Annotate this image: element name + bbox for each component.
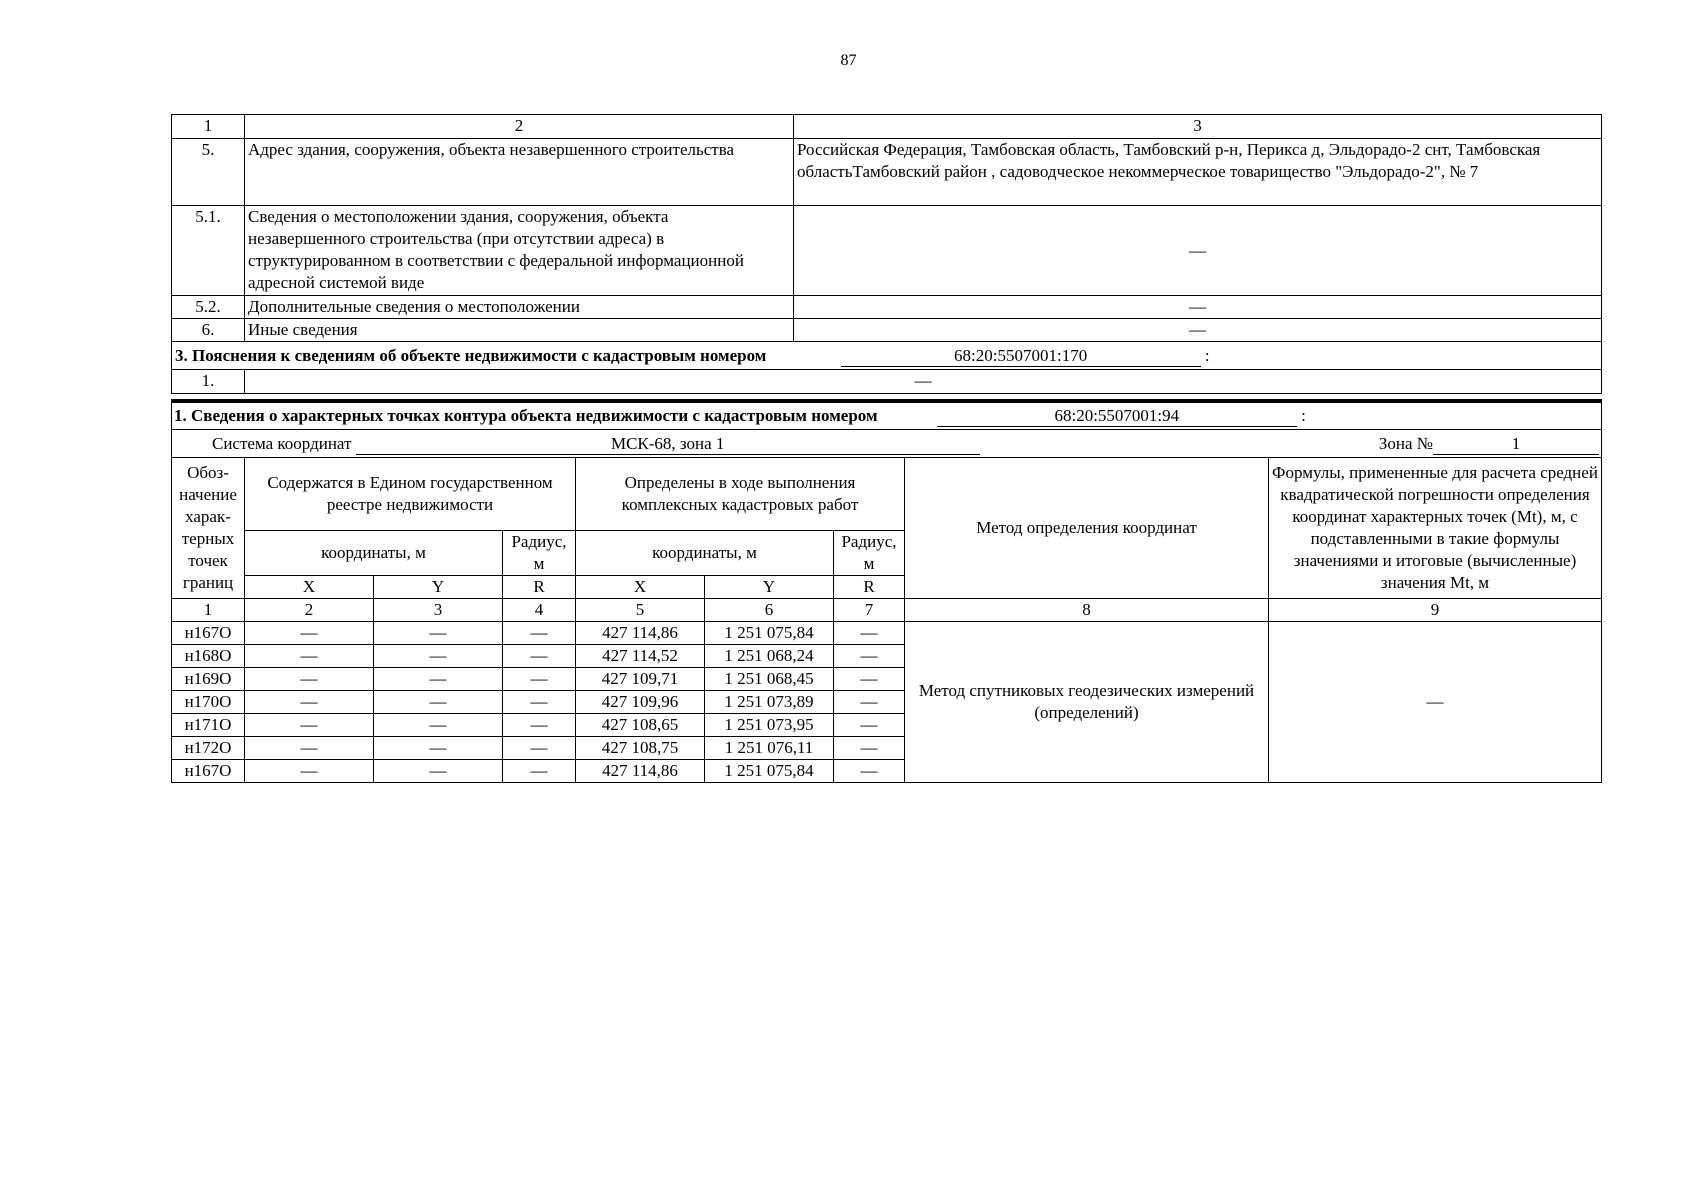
header-y-egrn: Y (374, 576, 503, 599)
coord-system-value: МСК-68, зона 1 (356, 434, 980, 455)
header-y-kkr: Y (705, 576, 834, 599)
row-value-other: — (794, 319, 1602, 342)
kkr-x: 427 114,86 (576, 622, 705, 645)
header-col-1: 1 (172, 115, 245, 139)
kkr-x: 427 114,52 (576, 645, 705, 668)
egrn-y: — (374, 737, 503, 760)
kkr-y: 1 251 068,45 (705, 668, 834, 691)
row-label-address: Адрес здания, сооружения, объекта незавершенного строительства (245, 139, 794, 206)
egrn-r: — (503, 645, 576, 668)
egrn-y: — (374, 668, 503, 691)
point-id: н167О (172, 760, 245, 783)
header-formula: Формулы, примененные для расчета средней квадратической погрешности определения координат характерных точек (Mt), м, с подставленными в такие формулы значениями и итоговые (вычисленные) значения Mt, м (1269, 458, 1602, 599)
egrn-r: — (503, 668, 576, 691)
header-col-2: 2 (245, 115, 794, 139)
header-r-egrn: R (503, 576, 576, 599)
kkr-y: 1 251 075,84 (705, 760, 834, 783)
points-section-title: 1. Сведения о характерных точках контура объекта недвижимости с кадастровым номером (174, 406, 878, 425)
header-radius-kkr: Радиус, м (834, 531, 905, 576)
row-value-additional: — (794, 296, 1602, 319)
kkr-r: — (834, 737, 905, 760)
header-coords-egrn: координаты, м (245, 531, 503, 576)
object-info-table (171, 114, 1602, 394)
row-number: 6. (172, 319, 245, 342)
col-number: 5 (576, 599, 705, 622)
header-radius-egrn: Радиус, м (503, 531, 576, 576)
egrn-r: — (503, 714, 576, 737)
header-method: Метод определения координат (905, 458, 1269, 599)
kkr-x: 427 109,71 (576, 668, 705, 691)
col-number: 8 (905, 599, 1269, 622)
header-egrn: Содержатся в Едином государственном реестре недвижимости (245, 458, 576, 531)
egrn-r: — (503, 691, 576, 714)
egrn-x: — (245, 714, 374, 737)
section3-cadastral-number: 68:20:5507001:170 (841, 346, 1201, 367)
egrn-y: — (374, 645, 503, 668)
section3-colon: : (1204, 345, 1210, 365)
coordinate-system-row (172, 430, 1602, 458)
coord-system-label: Система координат (212, 433, 352, 453)
page-number: 87 (840, 52, 857, 69)
col-number: 2 (245, 599, 374, 622)
egrn-y: — (374, 714, 503, 737)
table-row (172, 622, 1602, 645)
col-number: 3 (374, 599, 503, 622)
section3-header (172, 342, 1602, 370)
egrn-x: — (245, 645, 374, 668)
kkr-y: 1 251 075,84 (705, 622, 834, 645)
kkr-y: 1 251 068,24 (705, 645, 834, 668)
col-number: 4 (503, 599, 576, 622)
col-number: 6 (705, 599, 834, 622)
egrn-y: — (374, 622, 503, 645)
method-value: Метод спутниковых геодезических измерений (определений) (905, 622, 1269, 783)
egrn-y: — (374, 760, 503, 783)
kkr-r: — (834, 760, 905, 783)
zone-value: 1 (1433, 434, 1599, 455)
kkr-y: 1 251 076,11 (705, 737, 834, 760)
kkr-x: 427 114,86 (576, 760, 705, 783)
egrn-r: — (503, 760, 576, 783)
section3-row-number: 1. (172, 370, 245, 394)
row-label-other: Иные сведения (245, 319, 794, 342)
row-number: 5.2. (172, 296, 245, 319)
points-colon: : (1301, 406, 1306, 425)
egrn-x: — (245, 622, 374, 645)
row-label-location: Сведения о местоположении здания, сооружения, объекта незавершенного строительства (при отсутствии адреса) в структурированном в соответствии с федеральной информационной адресной системой виде (245, 206, 794, 296)
kkr-x: 427 109,96 (576, 691, 705, 714)
egrn-x: — (245, 760, 374, 783)
point-id: н168О (172, 645, 245, 668)
egrn-r: — (503, 737, 576, 760)
row-value-location: — (794, 206, 1602, 296)
points-section-header (172, 403, 1602, 430)
egrn-x: — (245, 668, 374, 691)
col-number: 1 (172, 599, 245, 622)
header-point-designation: Обоз-начение харак-терных точек границ (172, 458, 245, 599)
kkr-r: — (834, 691, 905, 714)
egrn-r: — (503, 622, 576, 645)
points-cadastral-number: 68:20:5507001:94 (937, 406, 1297, 427)
kkr-x: 427 108,75 (576, 737, 705, 760)
characteristic-points-table (171, 402, 1602, 783)
col-number: 9 (1269, 599, 1602, 622)
formula-value: — (1269, 622, 1602, 783)
row-number: 5.1. (172, 206, 245, 296)
kkr-y: 1 251 073,89 (705, 691, 834, 714)
kkr-r: — (834, 622, 905, 645)
section3-title: 3. Пояснения к сведениям об объекте недвижимости с кадастровым номером (175, 345, 767, 365)
row-number: 5. (172, 139, 245, 206)
point-id: н171О (172, 714, 245, 737)
egrn-y: — (374, 691, 503, 714)
header-x-kkr: X (576, 576, 705, 599)
row-value-address: Российская Федерация, Тамбовская область, Тамбовский р-н, Перикса д, Эльдорадо-2 снт, Тамбовская областьТамбовский район , садоводческое некоммерческое товарищество "Эльдорадо-2", № 7 (794, 139, 1602, 206)
section3-row-value: — (245, 370, 1602, 394)
header-kkr: Определены в ходе выполнения комплексных кадастровых работ (576, 458, 905, 531)
col-number: 7 (834, 599, 905, 622)
point-id: н170О (172, 691, 245, 714)
point-id: н172О (172, 737, 245, 760)
zone-label: Зона № (1378, 433, 1433, 453)
kkr-y: 1 251 073,95 (705, 714, 834, 737)
kkr-r: — (834, 668, 905, 691)
header-r-kkr: R (834, 576, 905, 599)
zone-wrapper (1379, 433, 1599, 455)
point-id: н167О (172, 622, 245, 645)
row-label-additional: Дополнительные сведения о местоположении (245, 296, 794, 319)
point-id: н169О (172, 668, 245, 691)
kkr-r: — (834, 645, 905, 668)
egrn-x: — (245, 691, 374, 714)
kkr-x: 427 108,65 (576, 714, 705, 737)
header-col-3: 3 (794, 115, 1602, 139)
egrn-x: — (245, 737, 374, 760)
kkr-r: — (834, 714, 905, 737)
header-x-egrn: X (245, 576, 374, 599)
header-coords-kkr: координаты, м (576, 531, 834, 576)
